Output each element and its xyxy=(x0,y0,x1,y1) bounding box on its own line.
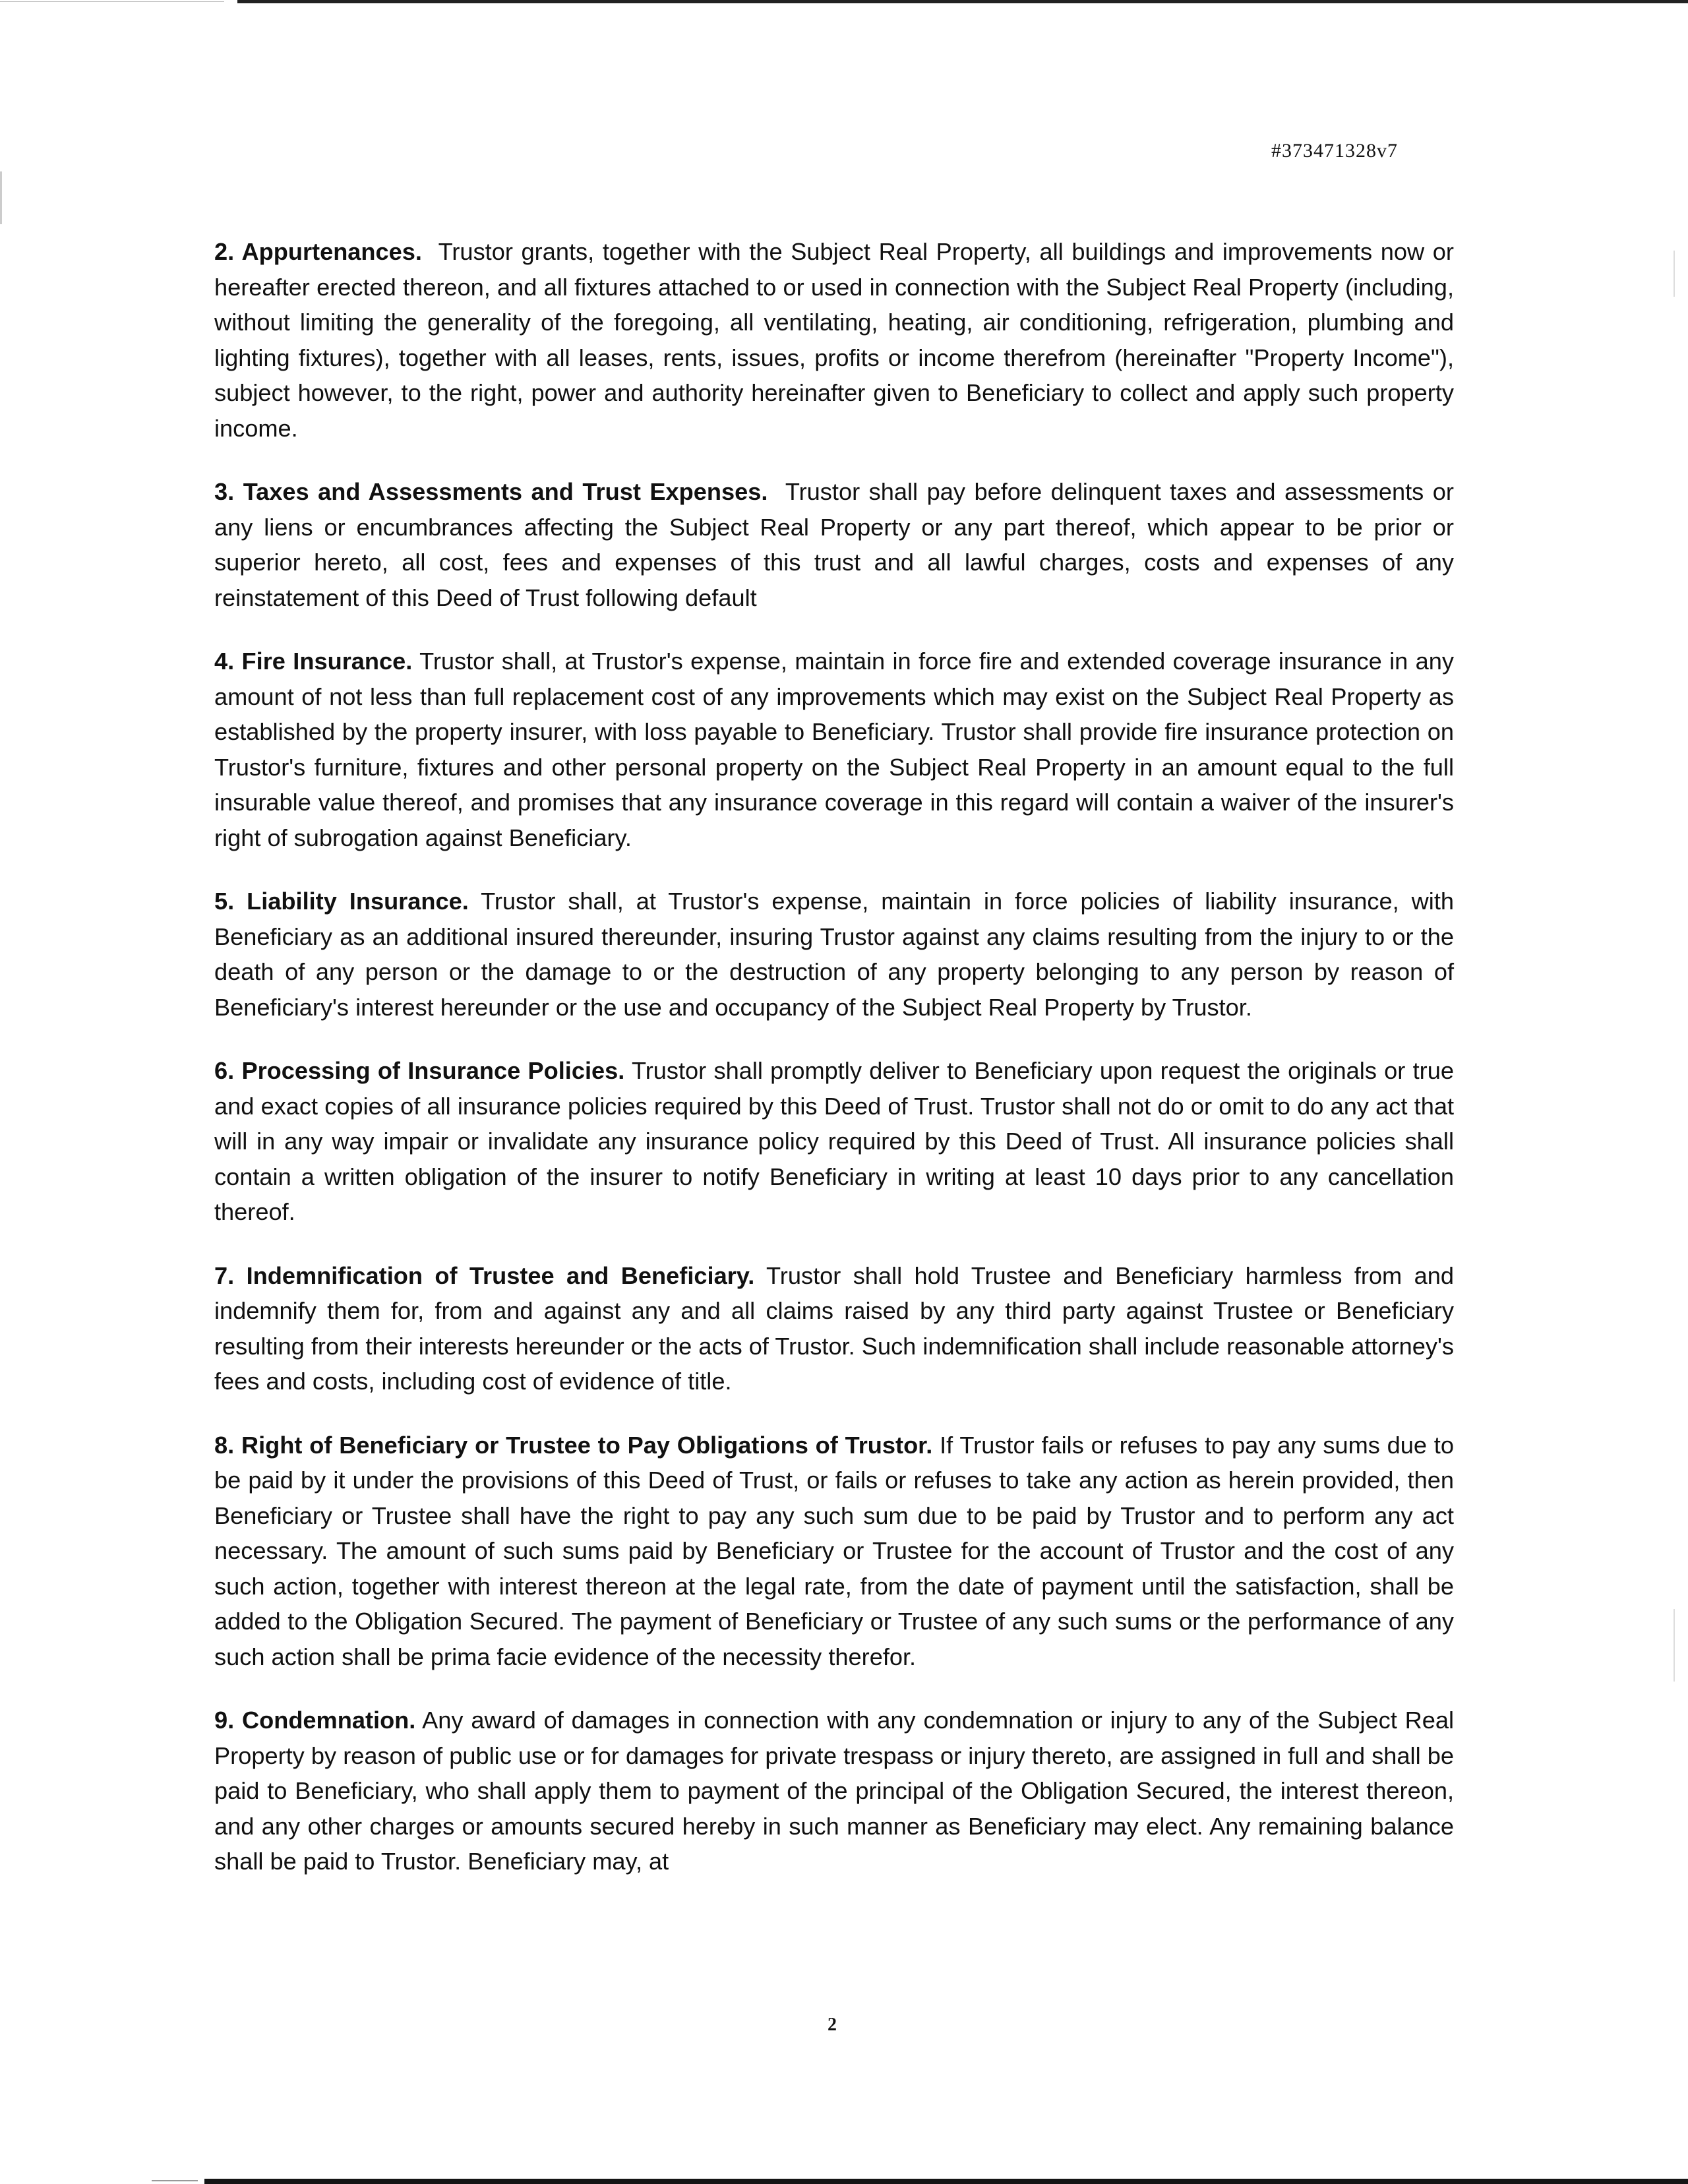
paragraph-text: Trustor shall, at Trustor's expense, maintain in force fire and extended coverage insurance in any amount of not less than full replacement cost of any improvements which may exist on the Subject Real Property as established by the property insurer, with loss payable to Beneficiary. Trustor shall provide fire insurance protection on Trustor's furniture, fixtures and other personal property on the Subject Real Property in an amount equal to the full insurable value thereof, and promises that any insurance coverage in this regard will contain a waiver of the insurer's right of subrogation against Beneficiary. xyxy=(214,648,1455,851)
scan-edge-top xyxy=(237,0,1688,3)
paragraph-text: Trustor shall promptly deliver to Beneficiary upon request the originals or true and exact copies of all insurance policies required by this Deed of Trust. Trustor shall not do or omit to do any act that will in any way impair or invalidate any insurance policy required by this Deed of Trust. All insurance policies shall contain a written obligation of the insurer to notify Beneficiary in writing at least 10 days prior to any cancellation thereof. xyxy=(214,1057,1454,1225)
paragraph-processing-of-insurance-policies xyxy=(214,1053,1454,1230)
paragraph-right-to-pay-obligations xyxy=(214,1428,1454,1675)
paragraph-text: Trustor shall hold Trustee and Beneficiary harmless from and indemnify them for, from and against any and all claims raised by any third party against Trustee or Beneficiary resulting from their interests hereunder or the acts of Trustor. Such indemnification shall include reasonable attorney's fees and costs, including cost of evidence of title. xyxy=(214,1261,1454,1395)
paragraph-appurtenances xyxy=(214,234,1454,446)
scan-artifact-right-2 xyxy=(1673,1609,1675,1682)
scan-artifact-left xyxy=(0,171,2,224)
paragraph-liability-insurance xyxy=(214,884,1454,1025)
paragraph-heading: 9. Condemnation. xyxy=(214,1707,416,1734)
document-id: #373471328v7 xyxy=(1271,140,1398,162)
scan-edge-bottom-left xyxy=(152,2180,198,2181)
scan-artifact-right-1 xyxy=(1673,251,1675,297)
page-number: 2 xyxy=(828,2015,837,2035)
scan-edge-bottom xyxy=(204,2179,1688,2184)
paragraph-text: If Trustor fails or refuses to pay any sums due to be paid by it under the provisions of this Deed of Trust, or fails or refuses to take any action as herein provided, then Beneficiary or Trustee shall have the right to pay any such sum due to be paid by Trustor and to perform any act necessary. The amount of such sums paid by Beneficiary or Trustee for the account of Trustor and the cost of any such action, together with interest thereon at the legal rate, from the date of payment until the satisfaction, shall be added to the Obligation Secured. The payment of Beneficiary or Trustee of any such sums or the performance of any such action shall be prima facie evidence of the necessity therefor. xyxy=(214,1431,1454,1670)
paragraph-heading: 3. Taxes and Assessments and Trust Expenses. xyxy=(214,478,768,505)
paragraph-heading: 6. Processing of Insurance Policies. xyxy=(214,1057,625,1084)
document-body xyxy=(214,234,1454,1908)
paragraph-heading: 5. Liability Insurance. xyxy=(214,888,469,915)
paragraph-condemnation xyxy=(214,1703,1454,1879)
paragraph-indemnification xyxy=(214,1258,1454,1399)
scan-edge-top-left xyxy=(0,1,224,2)
paragraph-fire-insurance xyxy=(214,644,1454,855)
paragraph-heading: 8. Right of Beneficiary or Trustee to Pay Obligations of Trustor. xyxy=(214,1431,933,1459)
paragraph-text: Trustor grants, together with the Subject Real Property, all buildings and improvements now or hereafter erected thereon, and all fixtures attached to or used in connection with the Subject Real Property (including, without limiting the generality of the foregoing, all ventilating, heating, air conditioning, refrigeration, plumbing and lighting fixtures), together with all leases, rents, issues, profits or income therefrom (hereinafter "Property Income"), subject however, to the right, power and authority hereinafter given to Beneficiary to collect and apply such property income. xyxy=(214,238,1454,442)
paragraph-text: Any award of damages in connection with any condemnation or injury to any of the Subject Real Property by reason of public use or for damages for private trespass or injury thereto, are assigned in full and shall be paid to Beneficiary, who shall apply them to payment of the principal of the Obligation Secured, the interest thereon, and any other charges or amounts secured hereby in such manner as Beneficiary may elect. Any remaining balance shall be paid to Trustor. Beneficiary may, at xyxy=(214,1707,1454,1875)
paragraph-heading: 7. Indemnification of Trustee and Beneficiary. xyxy=(214,1261,755,1289)
paragraph-text: Trustor shall, at Trustor's expense, maintain in force policies of liability insurance, with Beneficiary as an additional insured thereunder, insuring Trustor against any claims resulting from the injury to or the death of any person or the damage to or the destruction of any property belonging to any person by reason of Beneficiary's interest hereunder or the use and occupancy of the Subject Real Property by Trustor. xyxy=(214,888,1454,1021)
paragraph-heading: 4. Fire Insurance. xyxy=(214,648,413,675)
paragraph-heading: 2. Appurtenances. xyxy=(214,238,422,265)
paragraph-text: Trustor shall pay before delinquent taxes and assessments or any liens or encumbrances affecting the Subject Real Property or any part thereof, which appear to be prior or superior hereto, all cost, fees and expenses of this trust and all lawful charges, costs and expenses of any reinstatement of this Deed of Trust following default xyxy=(214,478,1454,611)
paragraph-taxes-and-assessments xyxy=(214,474,1454,615)
